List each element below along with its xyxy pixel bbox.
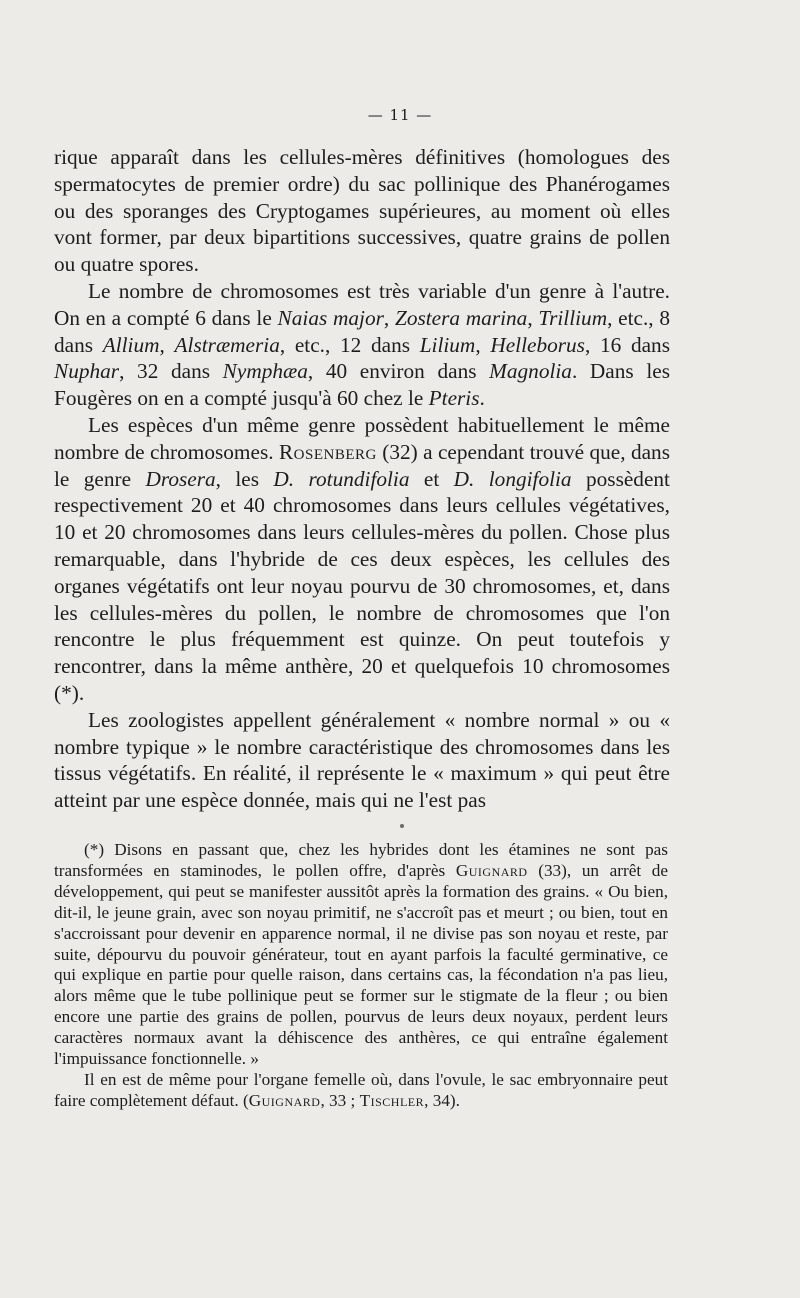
- footnote-hybrids: (*) Disons en passant que, chez les hybrides dont les étamines ne sont pas transformées en staminodes, le pollen offre, d'après Guignard (33), un arrêt de développement, qui peut se manifester aussitôt après la formation des grains. « Ou bien, dit-il, le jeune grain, avec son noyau primitif, ne s'accroît pas et meurt ; ou bien, tout en s'accroissant pour devenir en apparence normal, il ne divise pas son noyau et reste, par suite, dépourvu du pouvoir générateur, tout en ayant parfois la faculté germinative, ce qui explique en partie pour quelle raison, dans certains cas, la fécondation n'a pas lieu, alors même que le tube pollinique peut se former sur le stigmate de la fleur ; ou bien encore une partie des grains de pollen, pourvus de leurs deux noyaux, perdent leurs caractères normaux avant la déhiscence des anthères, ce qui entraîne également l'impuissance fonctionnelle. »: [54, 840, 668, 1069]
- footnote-female-organ: Il en est de même pour l'organe femelle où, dans l'ovule, le sac embryonnaire peut faire complètement défaut. (Guignard, 33 ; Tischler, 34).: [54, 1069, 668, 1110]
- footnotes: [54, 840, 668, 1112]
- page-number: — 11 —: [367, 106, 433, 124]
- paragraph-continuation: rique apparaît dans les cellules-mères définitives (homologues des spermatocytes de premier ordre) du sac pollinique des Phanérogames ou des sporanges des Cryptogames supérieures, au moment où elles vont former, par deux bipartitions successives, quatre grains de pollen ou quatre spores.: [54, 145, 670, 277]
- main-text: [54, 144, 670, 814]
- paragraph-zoologists: Les zoologistes appellent généralement « nombre normal » ou « nombre typique » le nombre caractéristique des chromosomes dans les tissus végétatifs. En réalité, il représente le « maximum » qui peut être atteint par une espèce donnée, mais qui ne l'est pas: [54, 707, 670, 813]
- footnote-separator-dot: [400, 824, 404, 828]
- paragraph-same-genus: Les espèces d'un même genre possèdent habituellement le même nombre de chromosomes. Rosenberg (32) a cependant trouvé que, dans le genre Drosera, les D. rotundifolia et D. longifolia possèdent respectivement 20 et 40 chromosomes dans leurs cellules végétatives, 10 et 20 chromosomes dans leurs cellules-mères du pollen. Chose plus remarquable, dans l'hybride de ces deux espèces, les cellules des organes végétatifs ont leur noyau pourvu de 30 chromosomes, et, dans les cellules-mères du pollen, le nombre de chromosomes que l'on rencontre le plus fréquemment est quinze. On peut toutefois y rencontrer, dans la même anthère, 20 et quelquefois 10 chromosomes (*).: [54, 412, 670, 705]
- paragraph-chromosome-counts: Le nombre de chromosomes est très variable d'un genre à l'autre. On en a compté 6 dans le Naias major, Zostera marina, Trillium, etc., 8 dans Allium, Alstræmeria, etc., 12 dans Lilium, Helleborus, 16 dans Nuphar, 32 dans Nymphæa, 40 environ dans Magnolia. Dans les Fougères on en a compté jusqu'à 60 chez le Pteris.: [54, 278, 671, 411]
